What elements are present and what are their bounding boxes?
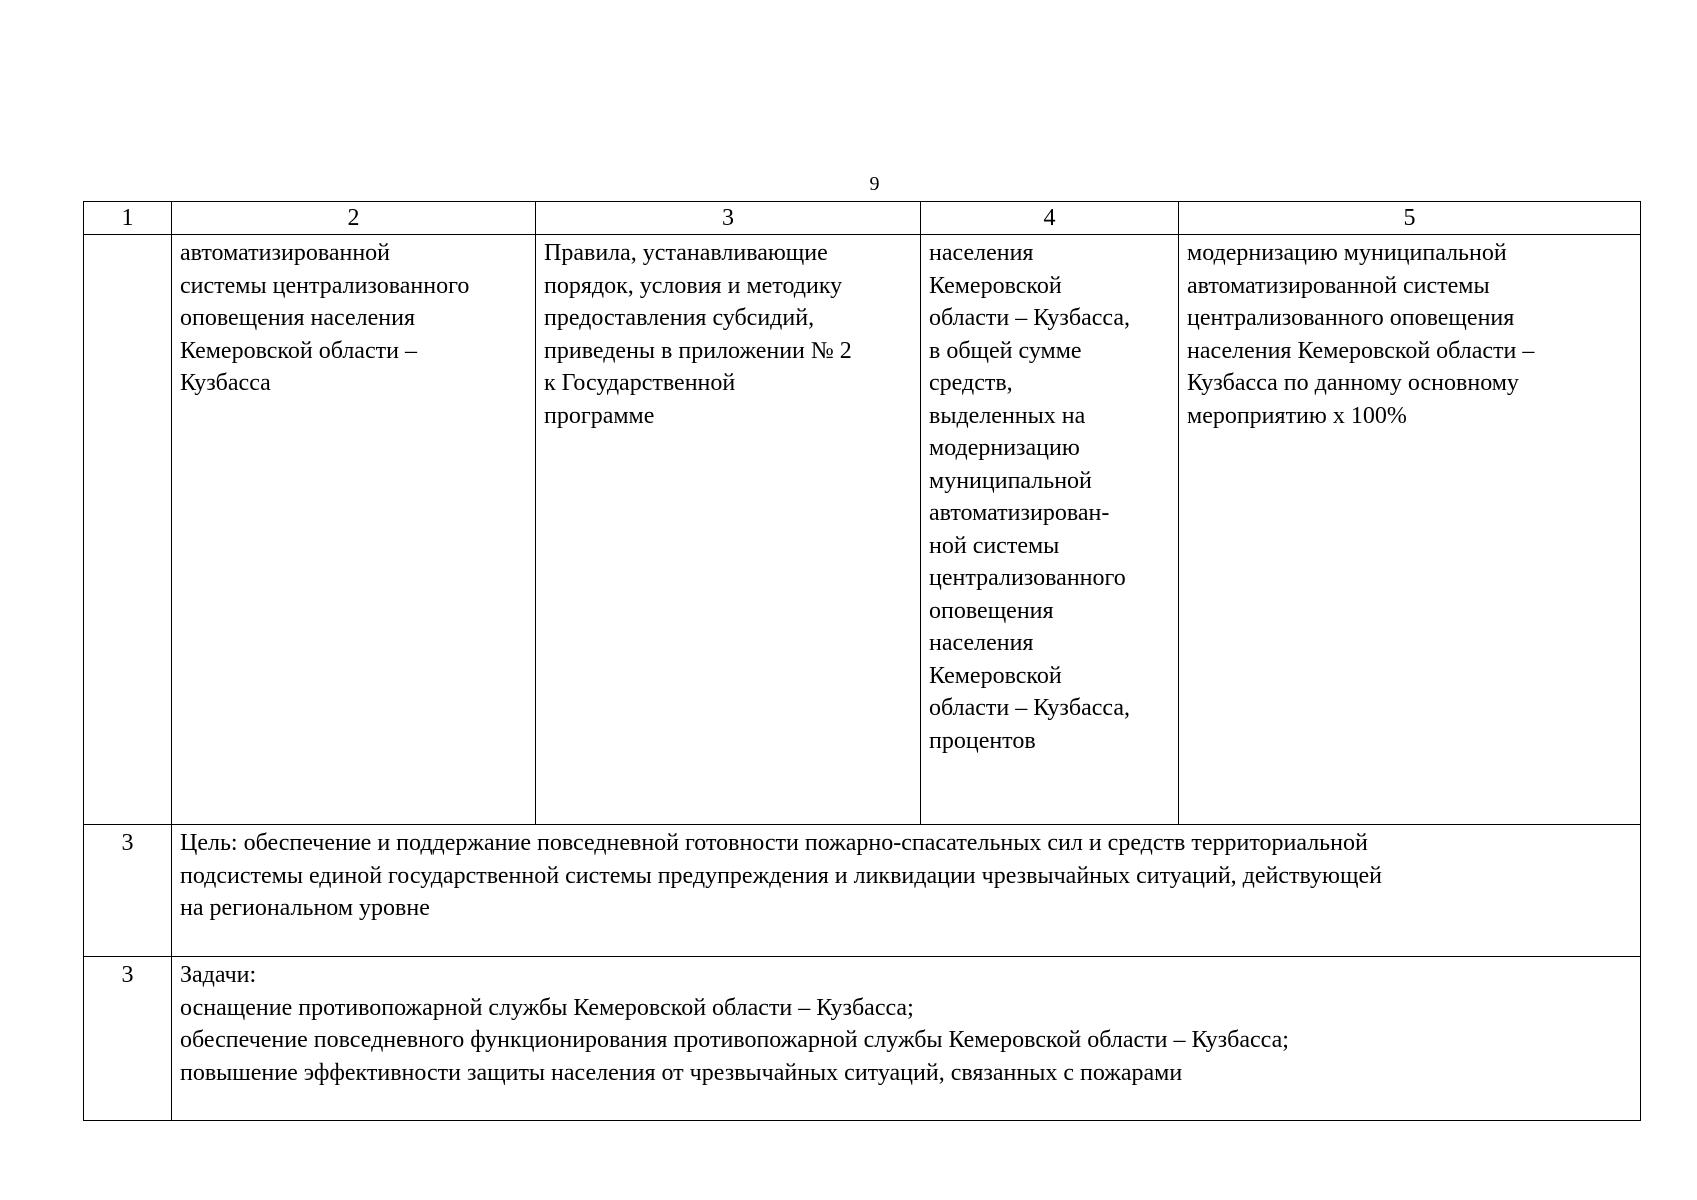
table-row-goal <box>84 825 1641 957</box>
row-number-cell <box>84 957 172 1121</box>
cell-text: Правила, устанавливающие порядок, условия и методику предоставления субсидий, приведены в приложении № 2 к Государственной программе <box>544 240 852 429</box>
header-cell-3: 3 <box>536 202 921 235</box>
table-row <box>84 235 1641 825</box>
header-cell-2: 2 <box>172 202 536 235</box>
cell-text: автоматизированной системы централизованного оповещения населения Кемеровской области – Кузбасса <box>180 240 470 396</box>
row-number: 3 <box>121 962 134 988</box>
table-header-row <box>84 202 1641 235</box>
header-cell-5: 5 <box>1179 202 1641 235</box>
row-number-cell <box>84 825 172 957</box>
tasks-cell <box>172 957 1641 1121</box>
table-cell-col3 <box>536 235 921 825</box>
goal-text: Цель: обеспечение и поддержание повседневной готовности пожарно-спасательных сил и средств территориальной подсистемы единой государственной системы предупреждения и ликвидации чрезвычайных ситуаций, действующей на региональном уровне <box>180 830 1382 921</box>
table-cell-col5 <box>1179 235 1641 825</box>
header-cell-4: 4 <box>921 202 1179 235</box>
table-row-tasks <box>84 957 1641 1121</box>
table-cell-col4 <box>921 235 1179 825</box>
program-table <box>83 201 1641 1121</box>
goal-cell <box>172 825 1641 957</box>
row-number-cell <box>84 235 172 825</box>
row-number: 3 <box>121 830 134 856</box>
tasks-text: Задачи: оснащение противопожарной службы Кемеровской области – Кузбасса; обеспечение повседневного функционирования противопожарной службы Кемеровской области – Кузбасса; повышение эффективности защиты населения от чрезвычайных ситуаций, связанных с пожарами <box>180 962 1289 1086</box>
page-number: 9 <box>869 173 880 195</box>
table-cell-col2 <box>172 235 536 825</box>
cell-text: модернизацию муниципальной автоматизированной системы централизованного оповещения населения Кемеровской области – Кузбасса по данному основному мероприятию х 100% <box>1187 240 1535 429</box>
header-cell-1: 1 <box>84 202 172 235</box>
cell-text: населения Кемеровской области – Кузбасса, в общей сумме средств, выделенных на модернизацию муниципальной автоматизирован- ной системы централизованного оповещения населения Кемеровской области – Кузбасса, процентов <box>929 240 1131 754</box>
